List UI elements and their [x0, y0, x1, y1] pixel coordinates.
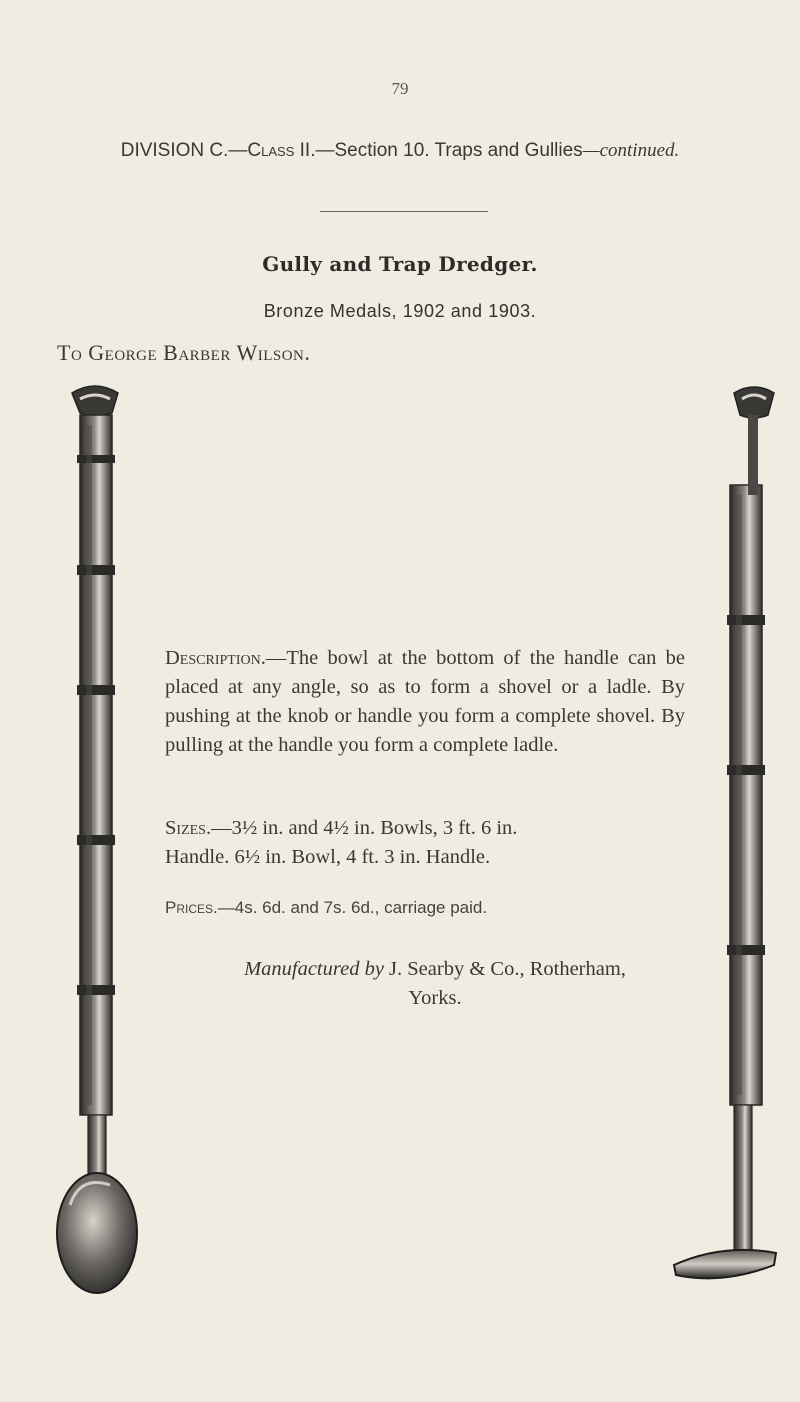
dedication-line: To George Barber Wilson.: [57, 340, 311, 365]
prices-lead: Prices.: [165, 898, 218, 917]
manufacturer-italic: Manufactured by: [244, 958, 384, 980]
description-lead: Description.: [165, 647, 266, 669]
divider-rule: [320, 211, 488, 212]
manufacturer-place: Yorks.: [408, 987, 462, 1009]
manufacturer-paragraph: [165, 955, 705, 1013]
prices-text: —4s. 6d. and 7s. 6d., carriage paid.: [217, 898, 488, 917]
sizes-lead: Sizes.: [165, 817, 212, 839]
sizes-text-2: Handle. 6½ in. Bowl, 4 ft. 3 in. Handle.: [165, 846, 491, 868]
prices-line: [165, 898, 487, 918]
description-text: —The bowl at the bottom of the handle can be placed at any angle, so as to form a shovel or a ladle. By pushing at the knob or handle you form a complete shovel. By pulling at the handle you form a complete ladle.: [165, 647, 685, 756]
header-division: DIVISION C.—: [120, 140, 248, 161]
manufacturer-line-1: [165, 955, 705, 984]
product-title: Gully and Trap Dredger.: [262, 252, 538, 276]
description-paragraph: [165, 644, 685, 760]
medals-line: Bronze Medals, 1902 and 1903.: [263, 301, 537, 321]
dredger-shovel-illustration: [50, 385, 160, 1295]
header-class-label: Class: [247, 140, 295, 161]
sizes-line-1: [165, 814, 685, 843]
header-continued: —continued.: [582, 140, 680, 161]
sizes-text-1: —3½ in. and 4½ in. Bowls, 3 ft. 6 in.: [211, 817, 518, 839]
header-section: II.—Section 10. Traps and Gullies: [294, 140, 583, 161]
manufacturer-name: J. Searby & Co., Rotherham,: [383, 958, 626, 980]
section-header: [0, 140, 800, 162]
sizes-paragraph: [165, 814, 685, 872]
page-number: 79: [391, 79, 409, 98]
